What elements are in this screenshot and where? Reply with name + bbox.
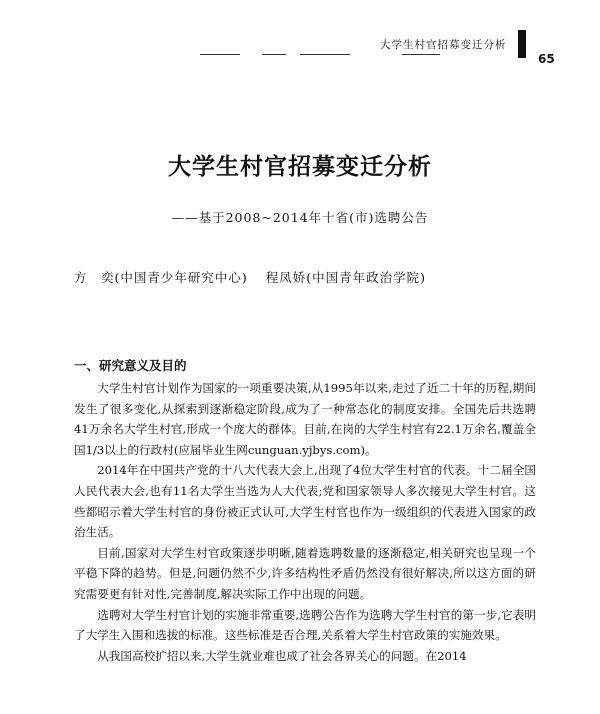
header-rule-segment — [200, 54, 240, 55]
page-number: 65 — [538, 52, 555, 66]
running-header-title: 大学生村官招募变迁分析 — [380, 39, 507, 51]
header-rule-segment — [402, 54, 440, 55]
author-name: 方 奕 — [74, 270, 115, 285]
body-paragraph: 大学生村官计划作为国家的一项重要决策,从1995年以来,走过了近二十年的历程,期间发生了很多变化,从探索到逐渐稳定阶段,成为了一种常态化的制度安排。全国先后共选聘41万余名大学生村官,形成一个庞大的群体。目前,在岗的大学生村官有22.1万余名,覆盖全国1/3以上的行政村(应届毕业生网cunguan.yjbys.com)。 — [74, 381, 536, 457]
author-name: 程凤娇 — [265, 270, 307, 285]
author-affiliation: (中国青年政治学院) — [306, 270, 427, 285]
body-paragraph: 2014年在中国共产党的十八大代表大会上,出现了4位大学生村官的代表。十二届全国人民代表大会,也有11名大学生当选为人大代表;党和国家领导人多次接见大学生村官。这些都昭示着大学生村官的身份被正式认可,大学生村官也作为一级组织的代表进入国家的政治生活。 — [74, 463, 536, 540]
body-paragraph: 目前,国家对大学生村官政策逐步明晰,随着选聘数量的逐渐稳定,相关研究也呈现一个平稳下降的趋势。但是,问题仍然不少,许多结构性矛盾仍然没有很好解决,所以这方面的研究需要更有针对性,完善制度,解决实际工作中出现的问题。 — [74, 545, 536, 601]
article-subtitle: ——基于2008~2014年十省(市)选聘公告 — [171, 210, 429, 225]
author-affiliation: (中国青少年研究中心) — [114, 270, 248, 285]
header-rule-segment — [262, 54, 286, 55]
header-bar-mark — [518, 30, 526, 58]
header-rule-segment — [300, 54, 350, 55]
body-paragraph: 选聘对大学生村官计划的实施非常重要,选聘公告作为选聘大学生村官的第一步,它表明了大学生入围和选拔的标准。这些标准是否合理,关系着大学生村官政策的实施效果。 — [74, 607, 536, 643]
section-heading: 一、研究意义及目的 — [74, 358, 187, 373]
article-body — [74, 378, 536, 666]
body-paragraph: 从我国高校扩招以来,大学生就业难也成了社会各界关心的问题。在2014 — [97, 648, 467, 663]
author-line — [74, 268, 426, 286]
article-title: 大学生村官招募变迁分析 — [168, 153, 432, 180]
